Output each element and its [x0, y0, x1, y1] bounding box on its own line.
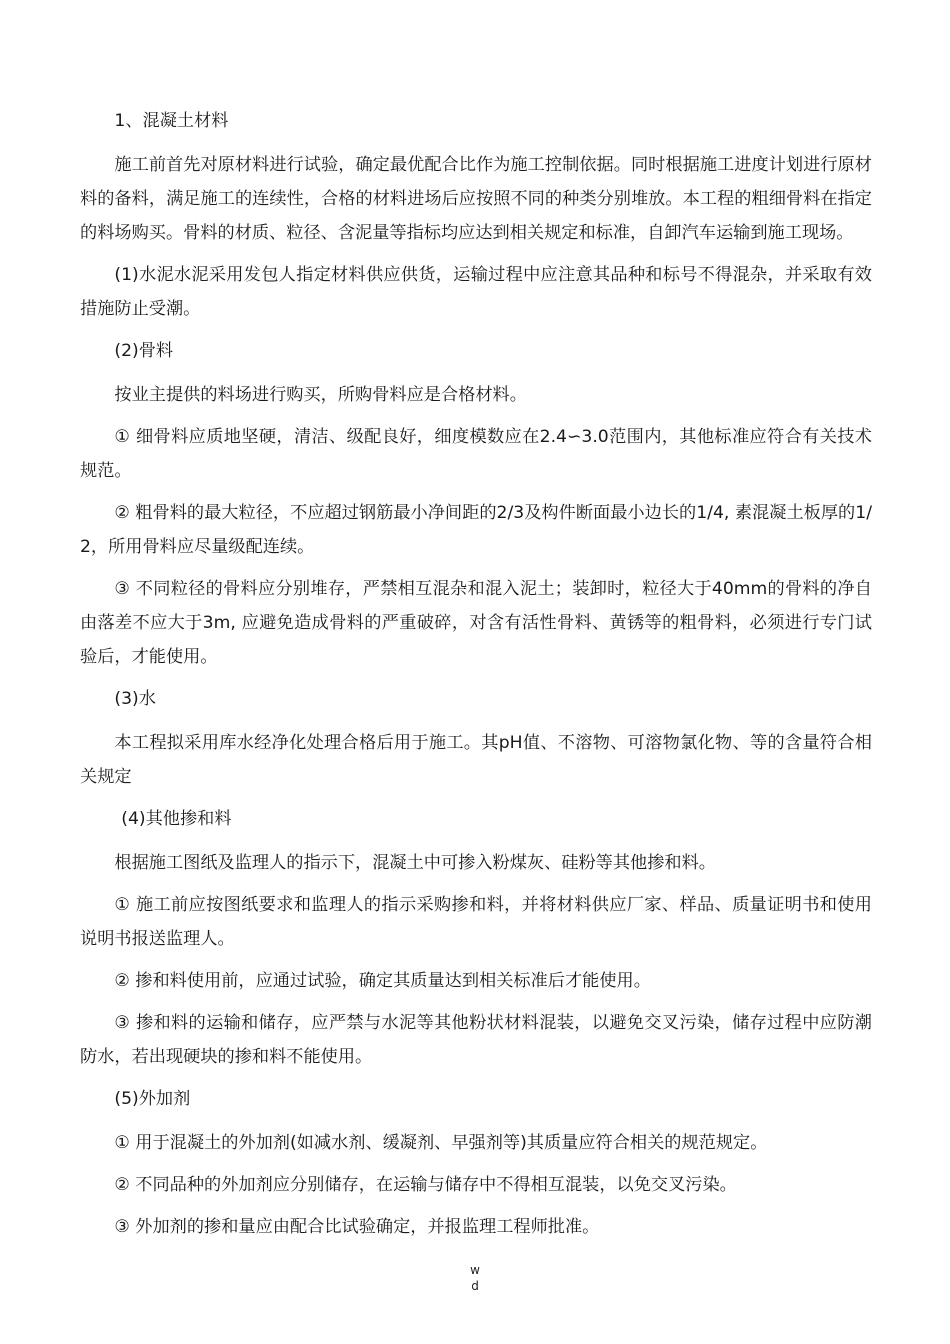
- paragraph-admixture-intro: 根据施工图纸及监理人的指示下，混凝土中可掺入粉煤灰、硅粉等其他掺和料。: [114, 853, 716, 873]
- list-item-additive-1: ① 用于混凝土的外加剂(如减水剂、缓凝剂、早强剂等)其质量应符合相关的规范规定。: [114, 1133, 768, 1153]
- subheading-water: (3)水: [114, 689, 156, 709]
- footer-line-2: d: [471, 1279, 479, 1293]
- list-item-admixture-3: ③ 掺和料的运输和储存，应严禁与水泥等其他粉状材料混装，以避免交叉污染，储存过程中应防潮防水，若出现硬块的掺和料不能使用。: [80, 1013, 872, 1067]
- section-heading: 1、混凝土材料: [114, 111, 229, 131]
- paragraph-water: 本工程拟采用库水经净化处理合格后用于施工。其pH值、不溶物、可溶物氯化物、等的含量符合相关规定: [80, 733, 872, 787]
- footer-line-1: w: [470, 1263, 480, 1277]
- paragraph-aggregate-intro: 按业主提供的料场进行购买，所购骨料应是合格材料。: [114, 385, 527, 405]
- list-item-additive-3: ③ 外加剂的掺和量应由配合比试验确定，并报监理工程师批准。: [114, 1217, 600, 1237]
- list-item-aggregate-2: ② 粗骨料的最大粒径，不应超过钢筋最小净间距的2/3及构件断面最小边长的1/4, 素混凝土板厚的1/2，所用骨料应尽量级配连续。: [80, 503, 872, 557]
- subheading-aggregate: (2)骨料: [114, 341, 174, 361]
- list-item-admixture-2: ② 掺和料使用前，应通过试验，确定其质量达到相关标准后才能使用。: [114, 971, 651, 991]
- list-item-aggregate-1: ① 细骨料应质地坚硬，清洁、级配良好，细度模数应在2.4∽3.0范围内，其他标准应符合有关技术规范。: [80, 427, 872, 481]
- document-body: [80, 104, 872, 1244]
- subheading-admixture: (4)其他掺和料: [121, 809, 232, 829]
- list-item-additive-2: ② 不同品种的外加剂应分别储存，在运输与储存中不得相互混装，以免交叉污染。: [114, 1175, 737, 1195]
- list-item-aggregate-3: ③ 不同粒径的骨料应分别堆存，严禁相互混杂和混入泥土；装卸时，粒径大于40mm的骨料的净自由落差不应大于3m, 应避免造成骨料的严重破碎，对含有活性骨料、黄锈等的粗骨料，必须进行专门试验后，才能使用。: [80, 579, 872, 667]
- page-footer: [0, 1262, 950, 1294]
- list-item-admixture-1: ① 施工前应按图纸要求和监理人的指示采购掺和料，并将材料供应厂家、样品、质量证明书和使用说明书报送监理人。: [80, 895, 872, 949]
- subheading-additive: (5)外加剂: [114, 1089, 191, 1109]
- paragraph-cement: (1)水泥水泥采用发包人指定材料供应供货，运输过程中应注意其品种和标号不得混杂，并采取有效措施防止受潮。: [80, 265, 872, 319]
- paragraph-intro: 施工前首先对原材料进行试验，确定最优配合比作为施工控制依据。同时根据施工进度计划进行原材料的备料，满足施工的连续性，合格的材料进场后应按照不同的种类分别堆放。本工程的粗细骨料在指定的料场购买。骨料的材质、粒径、含泥量等指标均应达到相关规定和标准，自卸汽车运输到施工现场。: [80, 155, 872, 243]
